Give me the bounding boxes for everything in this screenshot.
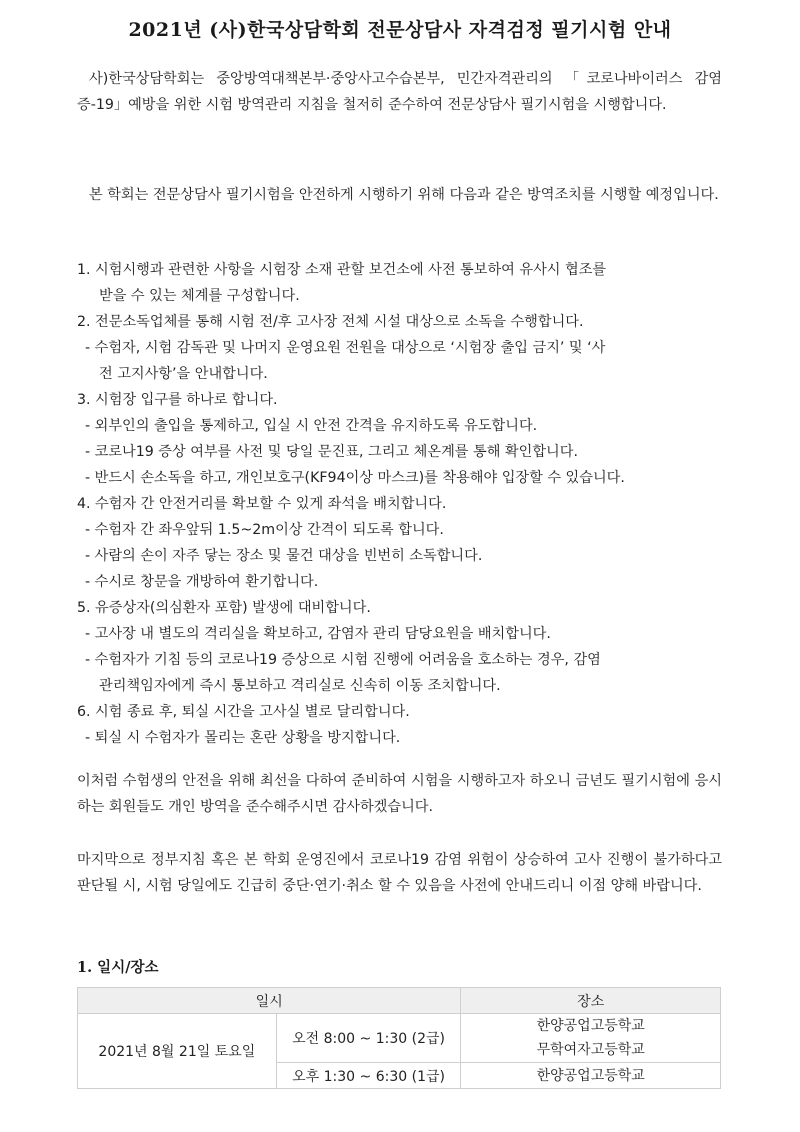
schedule-table [77,987,721,1089]
place-name: 한양공업고등학교 [536,1018,645,1034]
header-place: 장소 [461,988,721,1014]
measure-4-sub-2: - 사람의 손이 자주 닿는 장소 및 물건 대상을 빈번히 소독합니다. [85,548,483,564]
measure-6-line-1: 6. 시험 종료 후, 퇴실 시간을 고사실 별로 달리합니다. [77,704,410,720]
measure-5-sub-2-line-1: - 수험자가 기침 등의 코로나19 증상으로 시험 진행에 어려움을 호소하는 경우, 감염 [85,652,601,668]
place-name: 무학여자고등학교 [536,1042,645,1058]
measure-2-line-1: 2. 전문소독업체를 통해 시험 전/후 고사장 전체 시설 대상으로 소독을 수행합니다. [77,314,584,330]
measure-5-line-1: 5. 유증상자(의심환자 포함) 발생에 대비합니다. [77,600,371,616]
measure-1-line-1: 1. 시험시행과 관련한 사항을 시험장 소재 관할 보건소에 사전 통보하여 유사시 협조를 [77,262,607,278]
schedule-section-heading: 1. 일시/장소 [77,959,159,976]
closing-paragraph-2: 마지막으로 정부지침 혹은 본 학회 운영진에서 코로나19 감염 위험이 상승하여 고사 진행이 불가하다고 판단될 시, 시험 당일에도 긴급히 중단·연기·취소 할 수 있음을 사전에 안내드리니 이점 양해 바랍니다. [77,852,722,894]
exam-date-cell: 2021년 8월 21일 토요일 [78,1014,277,1089]
place-cell-afternoon [461,1063,721,1089]
schedule-table-header-row [78,988,721,1014]
measure-5-sub-2-line-2: 관리책임자에게 즉시 통보하고 격리실로 신속히 이동 조치합니다. [99,678,501,694]
measure-3-line-1: 3. 시험장 입구를 하나로 합니다. [77,392,278,408]
time-cell-afternoon: 오후 1:30 ~ 6:30 (1급) [276,1063,461,1089]
intro-paragraph-1: 사)한국상담학회는 중앙방역대책본부·중앙사고수습본부, 민간자격관리의 「코로나바이러스 감염증-19」예방을 위한 시험 방역관리 지침을 철저히 준수하여 전문상담사 필기시험을 시행합니다. [77,71,722,113]
time-cell-morning: 오전 8:00 ~ 1:30 (2급) [276,1014,461,1063]
measure-5-sub-1: - 고사장 내 별도의 격리실을 확보하고, 감염자 관리 담당요원을 배치합니다. [85,626,551,642]
measure-4-line-1: 4. 수험자 간 안전거리를 확보할 수 있게 좌석을 배치합니다. [77,496,447,512]
measure-3-sub-1: - 외부인의 출입을 통제하고, 입실 시 안전 간격을 유지하도록 유도합니다. [85,418,538,434]
measure-4-sub-3: - 수시로 창문을 개방하여 환기합니다. [85,574,319,590]
closing-paragraph-1: 이처럼 수험생의 안전을 위해 최선을 다하여 준비하여 시험을 시행하고자 하오니 금년도 필기시험에 응시하는 회원들도 개인 방역을 준수해주시면 감사하겠습니다. [77,773,722,815]
measure-3-sub-3: - 반드시 손소독을 하고, 개인보호구(KF94이상 마스크)를 착용해야 입장할 수 있습니다. [85,470,625,486]
measures-list [77,257,727,751]
measure-2-sub-1-line-2: 전 고지사항’을 안내합니다. [99,366,268,382]
header-datetime: 일시 [78,988,461,1014]
measure-1-line-2: 받을 수 있는 체계를 구성합니다. [99,288,300,304]
document-title: 2021년 (사)한국상담학회 전문상담사 자격검정 필기시험 안내 [128,19,672,41]
measure-2-sub-1-line-1: - 수험자, 시험 감독관 및 나머지 운영요원 전원을 대상으로 ‘시험장 출입 금지’ 및 ‘사 [85,340,606,356]
intro-paragraph-2: 본 학회는 전문상담사 필기시험을 안전하게 시행하기 위해 다음과 같은 방역조치를 시행할 예정입니다. [89,187,719,203]
place-name: 한양공업고등학교 [536,1067,645,1084]
measure-3-sub-2: - 코로나19 증상 여부를 사전 및 당일 문진표, 그리고 체온계를 통해 확인합니다. [85,444,578,460]
place-cell-morning [461,1014,721,1063]
measure-4-sub-1: - 수험자 간 좌우앞뒤 1.5~2m이상 간격이 되도록 합니다. [85,522,444,538]
table-row [78,1014,721,1063]
measure-6-sub-1: - 퇴실 시 수험자가 몰리는 혼란 상황을 방지합니다. [85,730,401,746]
